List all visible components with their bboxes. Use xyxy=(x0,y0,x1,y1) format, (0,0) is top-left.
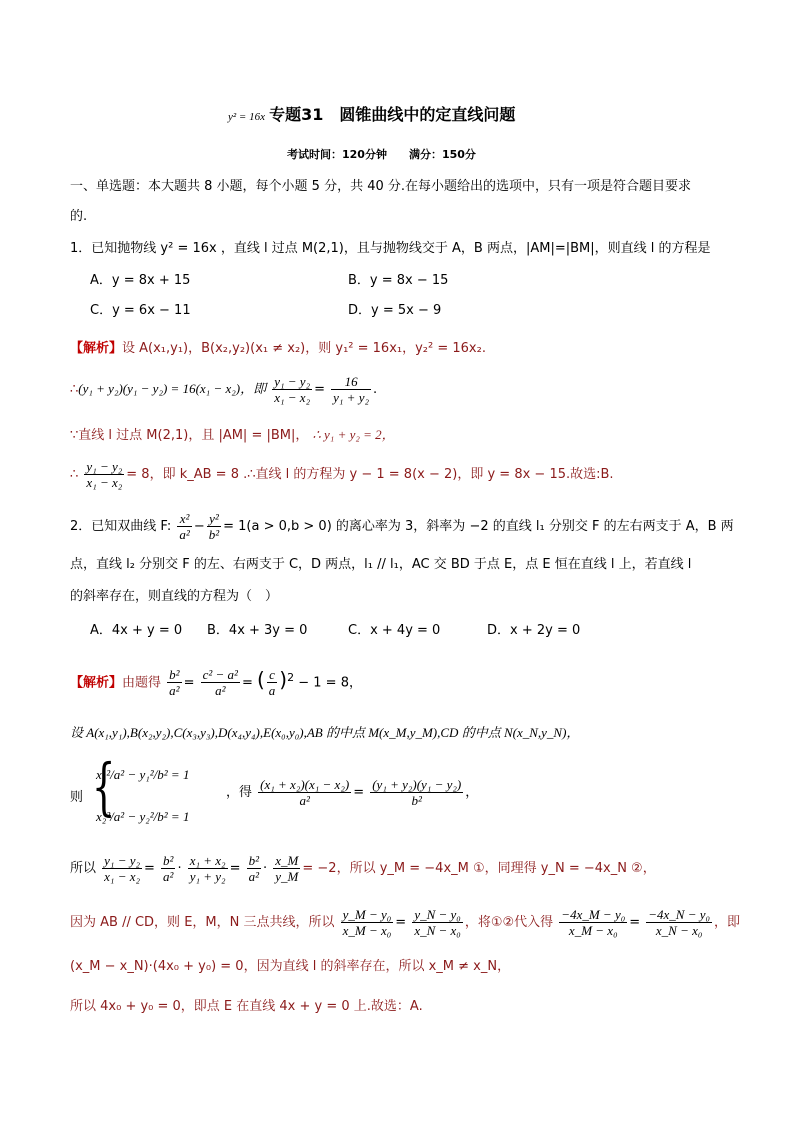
q2-sol5b: ，将①②代入得 xyxy=(464,915,554,930)
denominator: x_M − x₀ xyxy=(568,923,618,938)
question-1-stem: 1．已知抛物线 y² = 16x ，直线 l 过点 M(2,1)，且与抛物线交于 A，B 两点，|AM|=|BM|，则直线 l 的方程是 xyxy=(70,241,711,256)
q2-option-c: C．x + 4y = 0 xyxy=(348,623,441,638)
numerator: y₁ − y₂ xyxy=(104,853,141,868)
q2-solution-line1: 【解析】由题得 $\frac{\text{b²}}{\text{a²}}$ = $\frac{\text{c² − a²}}{\text{a²}}$ = ( $\frac{c}{a}$ )$^2$ − 1 = 8， xyxy=(70,667,362,699)
left-brace-icon: { xyxy=(91,750,116,823)
fraction xyxy=(273,853,300,884)
fraction xyxy=(84,459,124,490)
comma: ， xyxy=(465,785,479,800)
q2-sol2: 设 A(x₁,y₁),B(x₂,y₂),C(x₃,y₃),D(x₄,y₄),E(x₀,y₀),AB 的中点 M(x_M,y_M),CD 的中点 N(x_N,y_N)， xyxy=(70,725,580,740)
numerator: b² xyxy=(163,853,174,868)
numerator: x₁ + x₂ xyxy=(189,853,226,868)
fraction xyxy=(331,374,371,405)
q1-solution-line4 xyxy=(70,458,614,492)
denominator: a² xyxy=(179,527,190,542)
q1-option-d: D．y = 5x − 9 xyxy=(348,303,442,318)
fraction xyxy=(177,511,191,542)
fraction xyxy=(188,853,228,884)
fraction xyxy=(167,667,181,698)
q2-sol5a: 因为 AB // CD，则 E，M，N 三点共线，所以 xyxy=(70,915,335,930)
denominator: b² xyxy=(411,793,422,808)
exponent: 2 xyxy=(287,671,295,684)
period: . xyxy=(373,382,378,397)
fraction xyxy=(370,777,463,808)
numerator: x_M xyxy=(275,853,299,868)
denominator: x_N − x₀ xyxy=(414,923,461,938)
numerator: y₁ − y₂ xyxy=(274,374,311,389)
system-equation-2: x₂²/a² − y₂²/b² = 1 xyxy=(96,809,190,824)
page-title: 专题31 圆锥曲线中的定直线问题 xyxy=(269,105,516,124)
q2-solution-line5: 因为 AB // CD，则 E，M，N 三点共线，所以 $\frac{\text{y\_M − y₀}}{\text{x\_M − x₀}}$ = $\frac{\text{y\_N − y₀}}{\text{x\_N − x₀}}$ ，将①②代入得 $\frac{\text{−4x\_M − y₀}}{\text{x\_M − x₀}}$ = $\frac{\text{−4x\_N − y₀}}{\text{x\_N − x₀}}$ ，即 xyxy=(70,907,741,938)
solution-tag: 【解析】 xyxy=(70,675,123,691)
numerator: x² xyxy=(177,511,191,527)
system-label: 则 xyxy=(70,790,84,805)
numerator: b² xyxy=(169,667,180,683)
q1-solution-line1 xyxy=(70,340,486,358)
numerator: (y₁ + y₂)(y₁ − y₂) xyxy=(372,777,462,792)
q1-solution-line3 xyxy=(70,426,395,445)
q2-sol4b: = −2，所以 y_M = −4x_M ①，同理得 y_N = −4x_N ②， xyxy=(302,861,656,876)
denominator: a² xyxy=(248,869,260,884)
fraction xyxy=(272,374,312,405)
numerator: y₁ − y₂ xyxy=(86,459,123,474)
denominator: y₁ + y₂ xyxy=(189,869,226,884)
page-title-row xyxy=(228,106,515,126)
q2-option-a: A．4x + y = 0 xyxy=(90,623,183,638)
denominator: a² xyxy=(163,869,174,884)
section-heading-cont: 的. xyxy=(70,209,88,224)
section-heading: 一、单选题：本大题共 8 小题，每个小题 5 分，共 40 分.在每小题给出的选项中，只有一项是符合题目要求 xyxy=(70,179,692,194)
denominator: x_N − x₀ xyxy=(655,923,703,938)
q2-stem1a: 2．已知双曲线 F: xyxy=(70,519,172,534)
denominator: y₁ + y₂ xyxy=(333,390,369,405)
denominator: a xyxy=(268,683,276,699)
numerator: −4x_M − y₀ xyxy=(561,907,626,922)
q2-sol4a: 所以 xyxy=(70,861,97,876)
q1-sol3b: ∴ y₁ + y₂ = 2， xyxy=(312,427,395,442)
denominator: a² xyxy=(299,793,310,808)
numerator: y_M − y₀ xyxy=(342,907,392,922)
denominator: x₁ − x₂ xyxy=(274,390,311,405)
fraction xyxy=(646,907,712,938)
fraction xyxy=(201,667,240,698)
q2-sol6: (x_M − x_N)·(4x₀ + y₀) = 0，因为直线 l 的斜率存在，所以 x_M ≠ x_N， xyxy=(70,959,511,974)
q2-solution-line6 xyxy=(70,958,510,976)
q2-sol1b: − 1 = 8， xyxy=(298,675,362,691)
fraction xyxy=(102,853,142,884)
title-prefix: y² = 16x xyxy=(228,111,265,123)
question-2-stem-line2: 点，直线 l₂ 分别交 F 的左、右两支于 C，D 两点，l₁ // l₁，AC 交 BD 于点 E，点 E 恒在直线 l 上，若直线 l xyxy=(70,557,692,572)
fraction xyxy=(207,511,221,542)
denominator: x₁ − x₂ xyxy=(86,475,123,490)
numerator: −4x_N − y₀ xyxy=(648,907,711,922)
q2-solution-line4: 所以 $\frac{\text{y₁ − y₂}}{\text{x₁ − x₂}}$ = $\frac{\text{b²}}{\text{a²}}$ · $\frac{\text{x₁ + x₂}}{\text{y₁ + y₂}}$ = $\frac{\text{b²}}{\text{a²}}$ · $\frac{x\_M}{y\_M}$ = −2，所以 y_M = −4x_M ①，同理得 y_N = −4x_N ②， xyxy=(70,853,656,884)
denominator: y_M xyxy=(275,869,299,884)
sys-mid: ，得 xyxy=(226,785,253,800)
therefore-symbol: ∴ xyxy=(70,382,79,397)
q2-stem1b: = 1(a > 0,b > 0) 的离心率为 3，斜率为 −2 的直线 l₁ 分别交 F 的左右两支于 A，B 两 xyxy=(223,519,734,534)
numerator: c² − a² xyxy=(202,667,238,683)
numerator: y² xyxy=(207,511,221,527)
question-2-stem-line1 xyxy=(70,510,734,544)
solution-tag: 【解析】 xyxy=(70,341,123,356)
q1-sol2-text: (y₁ + y₂)(y₁ − y₂) = 16(x₁ − x₂)，即 xyxy=(78,381,267,396)
numerator: c xyxy=(267,667,278,683)
q2-sol7: 所以 4x₀ + y₀ = 0，即点 E 在直线 4x + y = 0 上.故选：A. xyxy=(70,999,423,1014)
denominator: a² xyxy=(215,683,226,699)
q2-option-d: D．x + 2y = 0 xyxy=(487,623,581,638)
q1-option-a: A．y = 8x + 15 xyxy=(90,273,191,288)
fraction xyxy=(341,907,394,938)
q1-sol1-text: 设 A(x₁,y₁)，B(x₂,y₂)(x₁ ≠ x₂)，则 y₁² = 16x₁，y₂² = 16x₂. xyxy=(122,341,486,356)
system-equation-1: x₁²/a² − y₁²/b² = 1 xyxy=(96,767,190,782)
q2-sol5c: ，即 xyxy=(714,915,741,930)
numerator: 16 xyxy=(331,374,371,390)
q2-solution-line2 xyxy=(70,724,579,743)
q2-sol1a: 由题得 xyxy=(122,675,162,691)
q1-solution-line2 xyxy=(70,372,377,407)
q1-sol4b: = 8，即 k_AB = 8 .∴直线 l 的方程为 y − 1 = 8(x − 2)，即 y = 8x − 15.故选:B. xyxy=(126,467,614,482)
q1-option-b: B．y = 8x − 15 xyxy=(348,273,449,288)
minus: − xyxy=(193,519,205,534)
q1-option-c: C．y = 6x − 11 xyxy=(90,303,191,318)
numerator: b² xyxy=(248,853,260,868)
denominator: x_M − x₀ xyxy=(342,923,392,938)
q1-sol3a: ∵直线 l 过点 M(2,1)，且 |AM| = |BM|， xyxy=(70,428,309,443)
fraction xyxy=(412,907,463,938)
q2-option-b: B．4x + 3y = 0 xyxy=(207,623,308,638)
paren-close: ) xyxy=(279,667,288,692)
fraction xyxy=(161,853,175,884)
denominator: x₁ − x₂ xyxy=(104,869,141,884)
paren-open: ( xyxy=(256,667,265,692)
denominator: b² xyxy=(208,527,220,542)
denominator: a² xyxy=(169,683,180,699)
therefore-symbol: ∴ xyxy=(70,467,79,482)
fraction xyxy=(247,853,261,884)
fraction xyxy=(267,667,278,698)
numerator: y_N − y₀ xyxy=(414,907,461,922)
exam-info: 考试时间：120分钟 满分：150分 xyxy=(287,148,476,161)
fraction xyxy=(258,777,351,808)
q2-solution-line7 xyxy=(70,998,423,1016)
fraction xyxy=(559,907,627,938)
numerator: (x₁ + x₂)(x₁ − x₂) xyxy=(260,777,350,792)
question-2-stem-line3: 的斜率存在，则直线的方程为（ ） xyxy=(70,589,279,604)
system-result: ，得 $\frac{\text{(x₁ + x₂)(x₁ − x₂)}}{\text{a²}}$ = $\frac{\text{(y₁ + y₂)(y₁ − y₂)}}{\text{b²}}$ ， xyxy=(226,777,479,808)
equals: = xyxy=(314,382,325,397)
